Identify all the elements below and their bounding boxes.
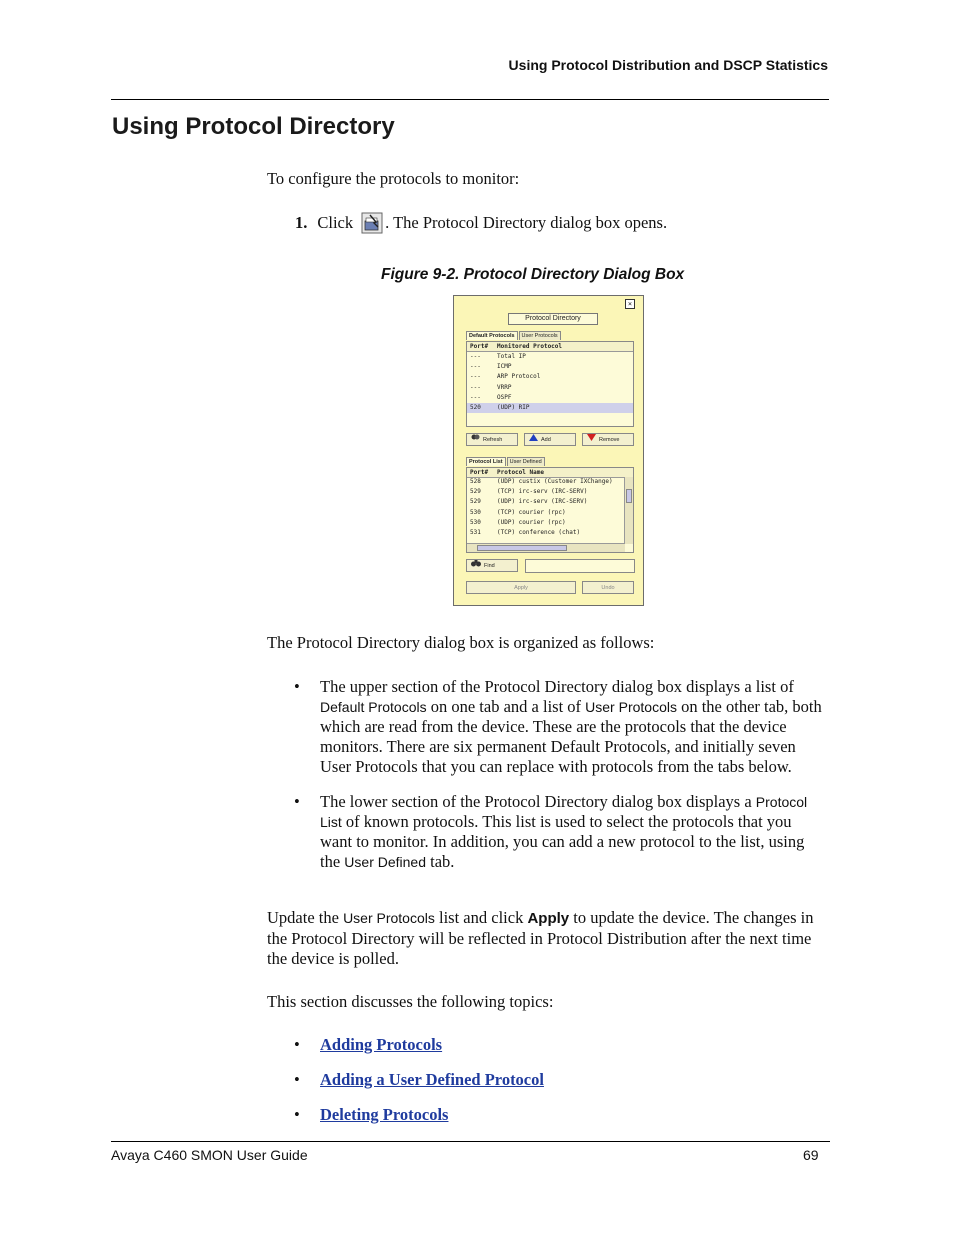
apply-term: Apply [527,910,570,927]
tab-default-protocols[interactable]: Default Protocols [466,331,518,340]
ui-term: User Protocols [585,699,677,715]
apply-label: Apply [514,584,528,591]
page-number: 69 [803,1147,819,1163]
port-cell: --- [470,373,481,381]
text: list and click [434,908,528,927]
table-row[interactable] [467,508,625,518]
close-icon[interactable]: × [625,299,635,309]
header-rule [111,99,829,100]
footer-rule [111,1141,830,1142]
port-cell: 529 [470,488,481,496]
link-deleting-protocols[interactable]: Deleting Protocols [320,1105,449,1124]
text: of known protocols. This list is used to select the protocols that you want to monitor. In addition, you can add a new protocol to the list, using the [320,812,805,871]
arrow-up-icon [529,434,538,446]
ui-term: Protocol List [320,794,808,830]
organized-text: The Protocol Directory dialog box is organized as follows: [267,633,655,652]
port-header: Port# [470,343,489,350]
list-item [267,1035,827,1055]
ui-term: User Defined [344,854,426,870]
protocol-cell: VRRP [497,383,512,391]
protocol-directory-dialog [453,295,644,606]
table-row[interactable] [467,487,625,497]
remove-label: Remove [599,436,620,443]
binoculars-icon [471,559,481,572]
table-row[interactable] [467,352,633,362]
step-click-text: Click [317,213,354,232]
table-row[interactable] [467,518,625,528]
link-adding-protocols[interactable]: Adding Protocols [320,1035,443,1054]
text: on the other tab, both which are read from the device. These are the protocols that the device monitors. There are six permanent Default Protocols, and initially seven User Protocols that you can replace with protocols from the tabs below. [320,697,822,776]
scroll-thumb[interactable] [626,489,632,503]
intro-text: To configure the protocols to monitor: [267,169,520,188]
port-cell: --- [470,383,481,391]
find-label: Find [484,562,495,569]
port-cell: 529 [470,498,481,506]
undo-label: Undo [601,584,615,591]
find-input[interactable] [525,559,635,573]
table-row[interactable] [467,477,625,487]
table-row[interactable] [467,383,633,393]
text: The lower section of the Protocol Directory dialog box displays a [320,792,756,811]
protocol-cell: (TCP) courier (rpc) [497,508,566,516]
port-cell: --- [470,363,481,371]
protocol-cell: Total IP [497,353,526,360]
port-header: Port# [470,469,489,476]
protocol-header: Monitored Protocol [497,343,563,350]
protocol-list-table [466,467,634,553]
table-row[interactable] [467,393,633,403]
tab-protocol-list[interactable]: Protocol List [466,457,506,466]
protocol-cell: OSPF [497,393,512,401]
port-cell: 528 [470,478,481,485]
protocol-cell: (UDP) courier (rpc) [497,518,566,526]
protocol-cell: (UDP) custix (Customer IXChange) [497,478,613,485]
update-paragraph [267,908,829,969]
port-cell: 520 [470,403,481,411]
refresh-button[interactable] [466,433,518,446]
apply-button[interactable] [466,581,576,594]
refresh-icon [471,433,480,446]
vertical-scrollbar[interactable] [624,477,633,544]
add-button[interactable] [524,433,576,446]
step-number: 1. [295,213,308,232]
figure-caption: Figure 9-2. Protocol Directory Dialog Box [381,266,685,283]
refresh-label: Refresh [483,436,503,443]
upper-tabs [466,331,561,340]
monitored-protocols-table [466,341,634,427]
ui-term: User Protocols [343,910,435,926]
topics-intro: This section discusses the following topics: [267,992,554,1011]
table-row[interactable] [467,528,625,538]
text: Update the [267,908,344,927]
footer-title: Avaya C460 SMON User Guide [111,1147,308,1163]
protocol-cell: (TCP) conference (chat) [497,528,581,536]
horizontal-scrollbar[interactable] [467,543,625,552]
table-row-selected[interactable] [467,403,633,413]
table-row[interactable] [467,362,633,372]
tab-user-protocols[interactable]: User Protocols [519,331,561,340]
protocol-cell: (TCP) irc-serv (IRC-SERV) [497,488,588,496]
topics-list [267,1035,827,1140]
port-cell: 530 [470,518,481,526]
table-row[interactable] [467,497,625,507]
scroll-thumb[interactable] [477,545,567,551]
port-cell: --- [470,353,481,360]
lower-tabs [466,457,545,466]
find-button[interactable] [466,559,518,572]
list-item [267,792,827,872]
protocol-cell: (UDP) RIP [497,403,530,411]
running-header: Using Protocol Distribution and DSCP Statistics [508,57,828,73]
table-header [467,342,633,352]
text: The upper section of the Protocol Directory dialog box displays a list of [320,677,794,696]
protocol-directory-icon[interactable] [361,212,383,234]
remove-button[interactable] [582,433,634,446]
tab-user-defined[interactable]: User Defined [507,457,545,466]
table-row[interactable] [467,372,633,382]
list-item [267,1105,827,1125]
step-open-text: . The Protocol Directory dialog box opens. [385,213,668,232]
protocol-name-header: Protocol Name [497,469,544,476]
list-item [267,677,827,777]
dialog-title: Protocol Directory [508,313,598,325]
link-adding-user-defined-protocol[interactable]: Adding a User Defined Protocol [320,1070,544,1089]
protocol-cell: ARP Protocol [497,373,541,381]
text: tab. [426,852,455,871]
section-title: Using Protocol Directory [112,113,395,140]
add-label: Add [541,436,551,443]
port-cell: 530 [470,508,481,516]
undo-button[interactable] [582,581,634,594]
port-cell: 531 [470,528,481,536]
port-cell: --- [470,393,481,401]
text: to update the device. The changes in the Protocol Directory will be reflected in Protocol Distribution after the next time the device is polled. [267,908,814,968]
protocol-cell: ICMP [497,363,512,371]
protocol-cell: (UDP) irc-serv (IRC-SERV) [497,498,588,506]
step-1 [295,212,667,234]
arrow-down-icon [587,434,596,446]
text: on one tab and a list of [426,697,586,716]
ui-term: Default Protocols [320,699,427,715]
list-item [267,1070,827,1090]
organization-list [267,677,827,887]
